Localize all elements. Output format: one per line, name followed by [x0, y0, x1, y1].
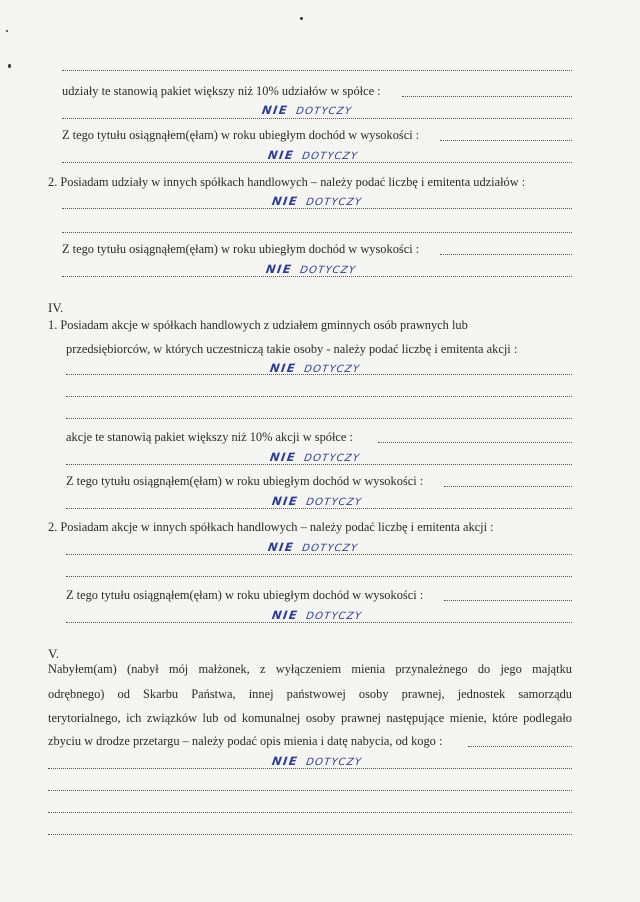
dotted-line: [62, 232, 572, 233]
dotted-line: [62, 70, 572, 71]
handwritten-answer: NIE DOTYCZY: [269, 361, 361, 375]
dotted-line: [62, 276, 572, 277]
acquisition-paragraph-line: odrębnego) od Skarbu Państwa, innej państwowej osoby prawnej, jednostek samorządu: [48, 687, 572, 701]
dotted-line: [378, 442, 572, 443]
handwritten-answer: NIE DOTYCZY: [267, 540, 359, 554]
acquisition-paragraph-line: [48, 734, 442, 749]
dotted-line: [66, 554, 572, 555]
item-1-text-line-2: przedsiębiorców, w których uczestniczą takie osoby - należy podać liczbę i emitenta akcji :: [66, 342, 518, 356]
item-1-line: [66, 342, 517, 357]
item-2-line: [48, 175, 525, 190]
dotted-line: [62, 162, 572, 163]
income-line: [62, 242, 419, 257]
handwritten-answer: NIE DOTYCZY: [271, 608, 363, 622]
dotted-line: [66, 508, 572, 509]
scan-speck: [6, 30, 8, 32]
dotted-line: [66, 622, 572, 623]
dotted-line: [66, 464, 572, 465]
dotted-line: [48, 768, 572, 769]
handwritten-answer: NIE DOTYCZY: [265, 262, 357, 276]
dotted-line: [440, 140, 572, 141]
scan-speck: [300, 17, 303, 20]
handwritten-answer: NIE DOTYCZY: [261, 103, 353, 117]
dotted-line: [444, 486, 572, 487]
item-1-line: [48, 318, 468, 333]
handwritten-answer: NIE DOTYCZY: [271, 494, 363, 508]
dotted-line: [62, 208, 572, 209]
dotted-line: [48, 812, 572, 813]
dotted-line: [48, 790, 572, 791]
handwritten-answer: NIE DOTYCZY: [267, 148, 359, 162]
shares-line: [66, 430, 353, 445]
scan-speck: [8, 64, 11, 68]
income-line: [62, 128, 419, 143]
item-2-text: 2. Posiadam akcje w innych spółkach handlowych – należy podać liczbę i emitenta akcji :: [48, 520, 494, 534]
dotted-line: [66, 374, 572, 375]
income-line-text: Z tego tytułu osiągnąłem(ęłam) w roku ubiegłym dochód w wysokości :: [62, 128, 420, 142]
dotted-line: [66, 396, 572, 397]
section-heading-iv: IV.: [48, 300, 64, 315]
income-line-text: Z tego tytułu osiągnąłem(ęłam) w roku ubiegłym dochód w wysokości :: [62, 242, 420, 256]
handwritten-answer: NIE DOTYCZY: [271, 194, 363, 208]
dotted-line: [444, 600, 572, 601]
handwritten-answer: NIE DOTYCZY: [269, 450, 361, 464]
item-2-text: 2. Posiadam udziały w innych spółkach handlowych – należy podać liczbę i emitenta udziałów :: [48, 175, 526, 189]
shares-line: [62, 84, 381, 99]
shares-line-text: udziały te stanowią pakiet większy niż 10% udziałów w spółce :: [62, 84, 381, 98]
income-line-text: Z tego tytułu osiągnąłem(ęłam) w roku ubiegłym dochód w wysokości :: [66, 474, 424, 488]
shares-line-text: akcje te stanowią pakiet większy niż 10% akcji w spółce :: [66, 430, 353, 444]
acquisition-paragraph-line: terytorialnego, ich związków lub od komunalnej osoby prawnej następujące mienie, które podlegało: [48, 711, 572, 725]
dotted-line: [62, 118, 572, 119]
acquisition-paragraph-text: zbyciu w drodze przetargu – należy podać opis mienia i datę nabycia, od kogo :: [48, 734, 443, 748]
dotted-line: [66, 418, 572, 419]
dotted-line: [402, 96, 572, 97]
section-heading-v: V.: [48, 646, 59, 661]
dotted-line: [66, 576, 572, 577]
dotted-line: [48, 834, 572, 835]
income-line-text: Z tego tytułu osiągnąłem(ęłam) w roku ubiegłym dochód w wysokości :: [66, 588, 424, 602]
dotted-line: [440, 254, 572, 255]
acquisition-paragraph-line: Nabyłem(am) (nabył mój małżonek, z wyłączeniem mienia przynależnego do jego majątku: [48, 662, 572, 676]
dotted-line: [468, 746, 572, 747]
income-line: [66, 588, 423, 603]
item-2-line: [48, 520, 494, 535]
item-1-text-line-1: 1. Posiadam akcje w spółkach handlowych z udziałem gminnych osób prawnych lub: [48, 318, 468, 332]
handwritten-answer: NIE DOTYCZY: [271, 754, 363, 768]
income-line: [66, 474, 423, 489]
